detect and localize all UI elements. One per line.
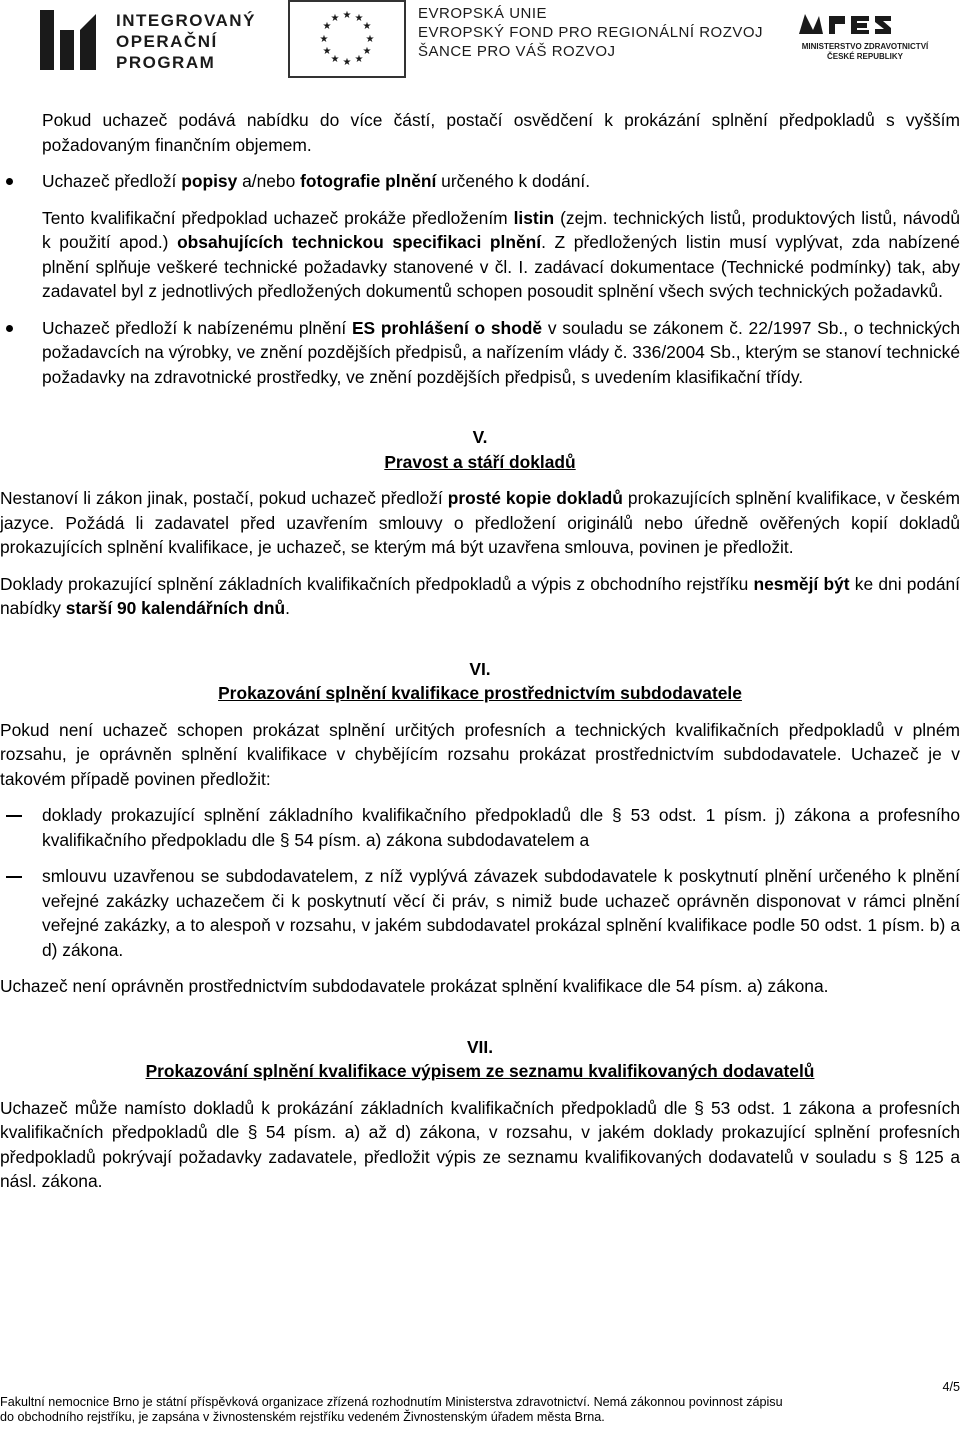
eu-text-block	[418, 4, 763, 61]
s5-p2-text: Doklady prokazující splnění základních kvalifikačních předpokladů a výpis z obchodního rejstříku	[0, 573, 754, 594]
section-5-paragraph-1	[0, 486, 960, 560]
section-5-title: Pravost a stáří dokladů	[384, 451, 576, 472]
svg-text:★: ★	[342, 10, 352, 21]
svg-text:★: ★	[354, 13, 364, 24]
svg-text:★: ★	[362, 21, 372, 32]
section-7-number: VII.	[466, 1036, 494, 1057]
section-7-paragraph-1: Uchazeč může namísto dokladů k prokázání základních kvalifikačních předpokladů dle § 53 odst. 1 zákona a profesních kvalifikačních předpokladů dle § 54 písm. a) až d) zákona, v rozsahu, v jakém doklady prokazující splnění profesních předpokladů pokrývají požadavky zadavatele, předložit výpis ze seznamu kvalifikovaných dodavatelů v souladu s § 125 a násl. zákona.	[0, 1097, 960, 1191]
intro-p2-text-end: . Z předložených listin musí vyplývat, zda nabízené plnění splňuje veškeré technické požadavky stanovené v čl. I. zadávací dokumentace (Technické podmínky) tak, aby zadavatel byl z jednotlivých předložených dokumentů schopen posoudit splnění všech svých technických požadavků.	[42, 232, 960, 301]
intro-p2-text: Tento kvalifikační předpoklad uchazeč prokáže předložením	[42, 207, 514, 228]
section-5-paragraph-2	[0, 572, 960, 621]
eu-line-1: EVROPSKÁ UNIE	[418, 5, 548, 22]
section-6-paragraph-1: Pokud není uchazeč schopen prokázat splnění určitých profesních a technických kvalifikačních předpokladů v plném rozsahu, je oprávněn splnění kvalifikace v chybějícím rozsahu prokázat prostřednictvím subdodavatele. Uchazeč je v takovém případě povinen předložit:	[0, 719, 960, 789]
s5-p1-text: Nestanoví li zákon jinak, postačí, pokud uchazeč předloží	[0, 488, 448, 508]
iop-logo	[40, 4, 270, 76]
bullet-es-bold: ES prohlášení o shodě	[351, 317, 543, 338]
footer-line-2: do obchodního rejstříku, je zapsána v živnostenském rejstříku vedeném Živnostenským úřadem města Brna.	[0, 1410, 605, 1424]
intro-p2-bold-2: obsahujících technickou specifikaci plnění	[177, 232, 542, 252]
section-6-number: VI.	[469, 658, 491, 679]
svg-text:★: ★	[322, 21, 332, 32]
page-header	[0, 0, 960, 80]
bullet-photos-bold-2: fotografie plnění	[300, 171, 437, 191]
ministry-logo	[795, 8, 935, 68]
section-5-number: V.	[472, 427, 488, 447]
eu-line-3: ŠANCE PRO VÁŠ ROZVOJ	[418, 43, 616, 60]
bullet-photos	[0, 169, 960, 194]
bullet-photos-text: Uchazeč předloží	[42, 171, 182, 191]
s5-p2-bold-2: starší 90 kalendářních dnů	[65, 598, 286, 618]
document-body	[0, 108, 960, 1194]
svg-text:★: ★	[330, 54, 340, 65]
intro-p2-text-mid: (zejm. technických listů, produktových listů, návodů k použití apod.)	[42, 207, 960, 252]
svg-text:★: ★	[365, 34, 375, 45]
iop-line-2: OPERAČNÍ	[116, 32, 218, 51]
iop-line-3: PROGRAM	[116, 53, 216, 72]
svg-text:★: ★	[362, 46, 372, 57]
eu-flag-logo	[288, 0, 406, 78]
s5-p1-text-end: prokazujících splnění kvalifikace, v českém jazyce. Požádá li zadavatel před uzavřením smlouvy o předložení originálů nebo úředně ověřených kopií dokladů prokazujících splnění kvalifikace, je uchazeč, se kterým má být uzavřena smlouva, povinen je předložit.	[0, 488, 960, 557]
s5-p2-text-mid: ke dni podání nabídky	[0, 573, 960, 618]
svg-text:★: ★	[342, 57, 352, 68]
bullet-es-text-end: v souladu se zákonem č. 22/1997 Sb., o technických požadavcích na výrobky, ve znění pozdějších předpisů, a nařízením vlády č. 336/2004 Sb., kterým se stanoví technické požadavky na zdravotnické prostředky, ve znění pozdějších předpisů, s uvedením klasifikační třídy.	[42, 317, 960, 387]
section-6-dash-item-1-text: doklady prokazující splnění základního kvalifikačního předpokladů dle § 53 odst. 1 písm. j) zákona a profesního kvalifikačního předpokladu dle § 54 písm. a) zákona subdodavatelem a	[42, 805, 960, 850]
iop-logo-mark-icon	[40, 4, 110, 76]
ministry-line-1: MINISTERSTVO ZDRAVOTNICTVÍ	[801, 42, 929, 51]
intro-paragraph-2	[0, 206, 960, 304]
eu-stars-icon	[290, 2, 404, 76]
svg-text:★: ★	[330, 13, 340, 24]
section-6-title: Prokazování splnění kvalifikace prostřednictvím subdodavatele	[218, 683, 742, 703]
intro-paragraph-1: Pokud uchazeč podává nabídku do více částí, postačí osvědčení k prokázání splnění předpokladů s vyšším požadovaným finančním objemem.	[42, 110, 960, 155]
intro-p2-bold-1: listin	[513, 207, 555, 228]
ministry-emblem-icon	[795, 8, 935, 40]
bullet-photos-text-mid: a/nebo	[237, 171, 301, 191]
bullet-photos-text-end: určeného k dodání.	[436, 171, 591, 191]
bullet-es-declaration	[0, 316, 960, 390]
section-6-dash-item-2-text: smlouvu uzavřenou se subdodavatelem, z níž vyplývá závazek subdodavatele k poskytnutí plnění určeného k plnění veřejné zakázky uchazečem či k poskytnutí věcí či práv, s nimiž bude uchazeč oprávněn disponovat v rámci plnění veřejné zakázky, a to alespoň v rozsahu, v jakém subdodavatel prokázal splnění kvalifikace podle 50 odst. 1 písm. b) a d) zákona.	[42, 866, 960, 960]
s5-p2-text-end: .	[285, 598, 290, 618]
page-footer	[0, 1380, 960, 1425]
section-6-dash-item-2	[0, 864, 960, 962]
bullet-photos-bold-1: popisy	[181, 171, 238, 191]
svg-text:★: ★	[322, 46, 332, 57]
eu-line-2: EVROPSKÝ FOND PRO REGIONÁLNÍ ROZVOJ	[418, 24, 764, 41]
s5-p2-bold-1: nesmějí být	[753, 573, 850, 594]
ministry-line-2: ČESKÉ REPUBLIKY	[826, 52, 903, 61]
svg-text:★: ★	[319, 34, 329, 45]
s5-p1-bold: prosté kopie dokladů	[447, 488, 623, 508]
page-number: 4/5	[942, 1380, 960, 1394]
svg-text:★: ★	[354, 54, 364, 65]
section-6-dash-item-1	[0, 803, 960, 852]
section-7-title: Prokazování splnění kvalifikace výpisem ze seznamu kvalifikovaných dodavatelů	[145, 1061, 815, 1081]
bullet-es-text: Uchazeč předloží k nabízenému plnění	[42, 317, 352, 338]
section-6-paragraph-2: Uchazeč není oprávněn prostřednictvím subdodavatele prokázat splnění kvalifikace dle 54 písm. a) zákona.	[0, 976, 829, 996]
footer-line-1: Fakultní nemocnice Brno je státní příspěvková organizace zřízená rozhodnutím Ministerstva zdravotnictví. Nemá zákonnou povinnost zápisu	[0, 1395, 783, 1409]
iop-line-1: INTEGROVANÝ	[116, 11, 256, 30]
